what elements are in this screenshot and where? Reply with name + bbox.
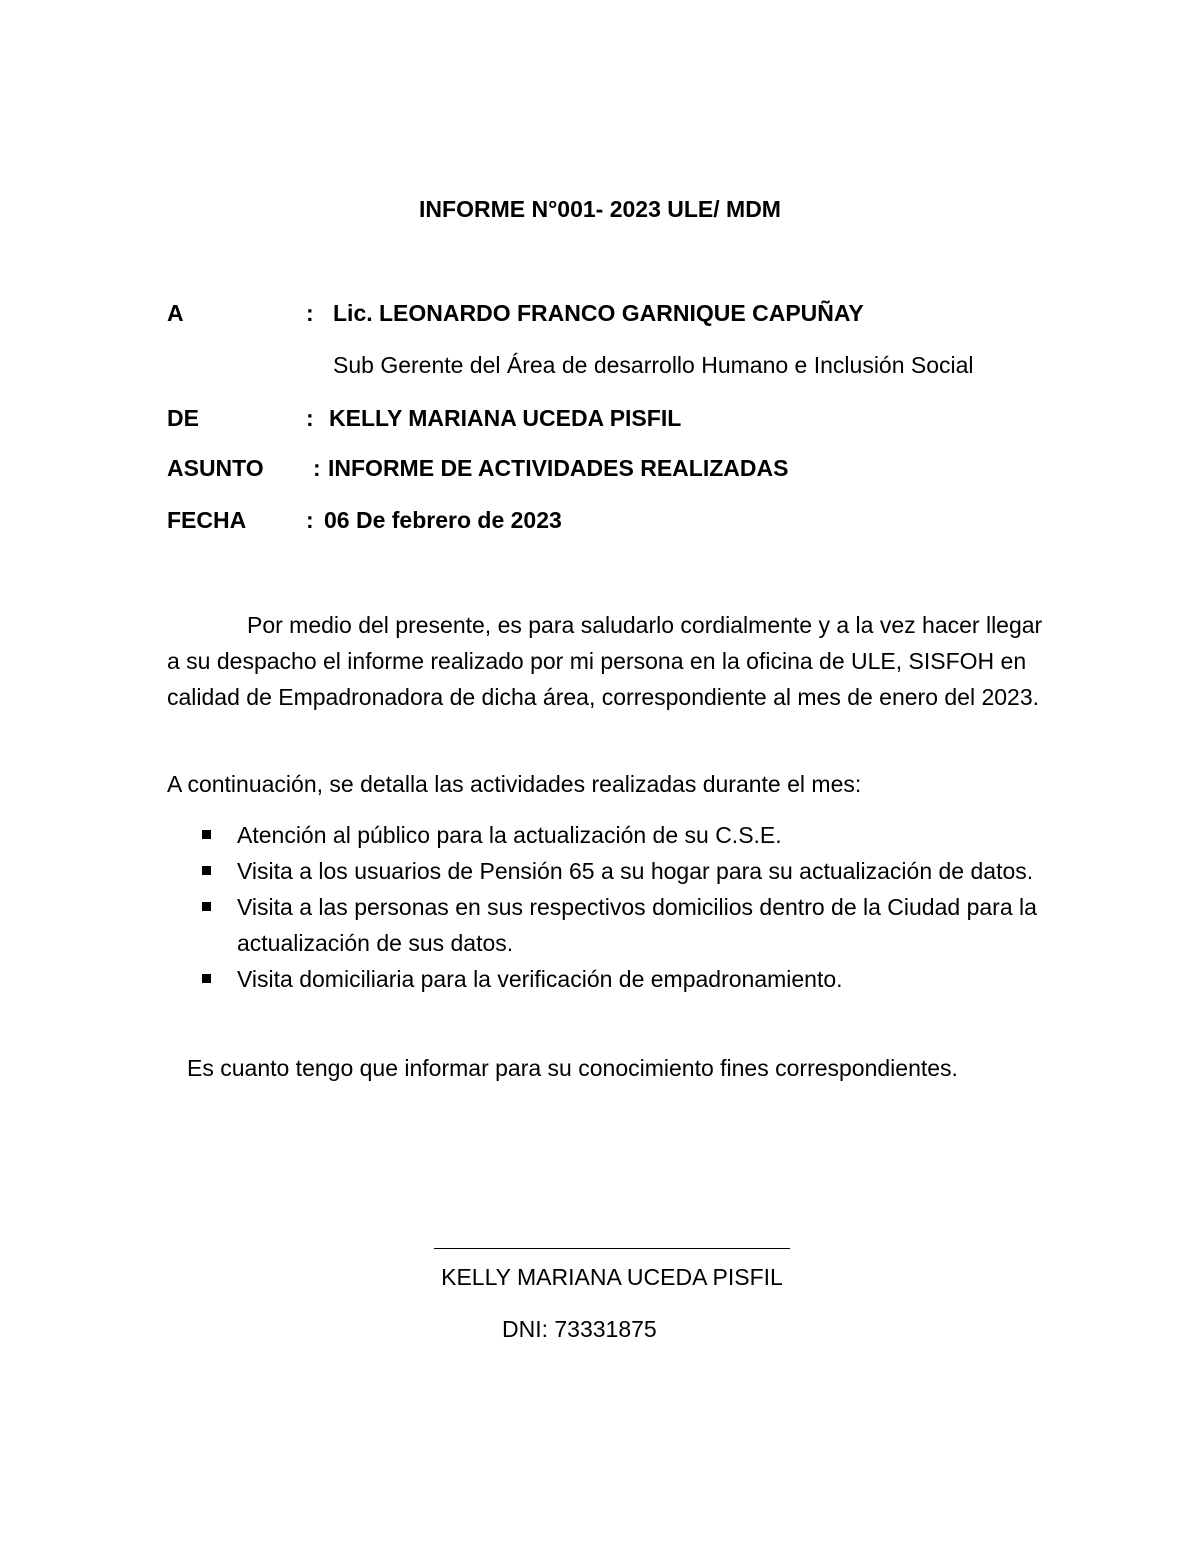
subject-label: ASUNTO (167, 455, 264, 481)
subject-value: INFORME DE ACTIVIDADES REALIZADAS (328, 455, 789, 481)
from-sender-name: KELLY MARIANA UCEDA PISFIL (329, 405, 682, 431)
square-bullet-icon (202, 902, 211, 911)
to-label: A (167, 300, 184, 326)
closing-text: Es cuanto tengo que informar para su conocimiento fines correspondientes. (187, 1055, 958, 1081)
signature-dni: DNI: 73331875 (502, 1316, 657, 1342)
intro-text: Por medio del presente, es para saludarlo cordialmente y a la vez hacer llegar a su despacho el informe realizado por mi persona en la oficina de ULE, SISFOH en calidad de Empadronadora de dicha área, correspondiente al mes de enero del 2023. (167, 612, 1043, 710)
from-colon: : (306, 405, 314, 431)
list-item (202, 817, 1042, 853)
to-recipient-position: Sub Gerente del Área de desarrollo Humano e Inclusión Social (333, 352, 974, 378)
date-value: 06 De febrero de 2023 (324, 507, 562, 533)
activity-text: Visita domiciliaria para la verificación de empadronamiento. (237, 966, 843, 992)
from-label: DE (167, 405, 199, 431)
square-bullet-icon (202, 830, 211, 839)
square-bullet-icon (202, 974, 211, 983)
list-intro: A continuación, se detalla las actividades realizadas durante el mes: (167, 771, 862, 797)
list-item (202, 961, 1042, 997)
intro-paragraph (167, 607, 1047, 715)
date-colon: : (306, 507, 314, 533)
signature-name: KELLY MARIANA UCEDA PISFIL (441, 1264, 783, 1290)
date-label: FECHA (167, 507, 247, 533)
signature-line (434, 1248, 790, 1249)
activity-text: Visita a las personas en sus respectivos domicilios dentro de la Ciudad para la actualización de sus datos. (237, 894, 1037, 956)
subject-colon: : (313, 455, 321, 481)
list-item (202, 889, 1042, 961)
document-title: INFORME N°001- 2023 ULE/ MDM (419, 196, 781, 222)
to-recipient-name: Lic. LEONARDO FRANCO GARNIQUE CAPUÑAY (333, 300, 864, 326)
activity-text: Atención al público para la actualización de su C.S.E. (237, 822, 782, 848)
to-colon: : (306, 300, 314, 326)
list-item (202, 853, 1042, 889)
square-bullet-icon (202, 866, 211, 875)
activity-text: Visita a los usuarios de Pensión 65 a su hogar para su actualización de datos. (237, 858, 1034, 884)
activities-list (202, 817, 1042, 997)
